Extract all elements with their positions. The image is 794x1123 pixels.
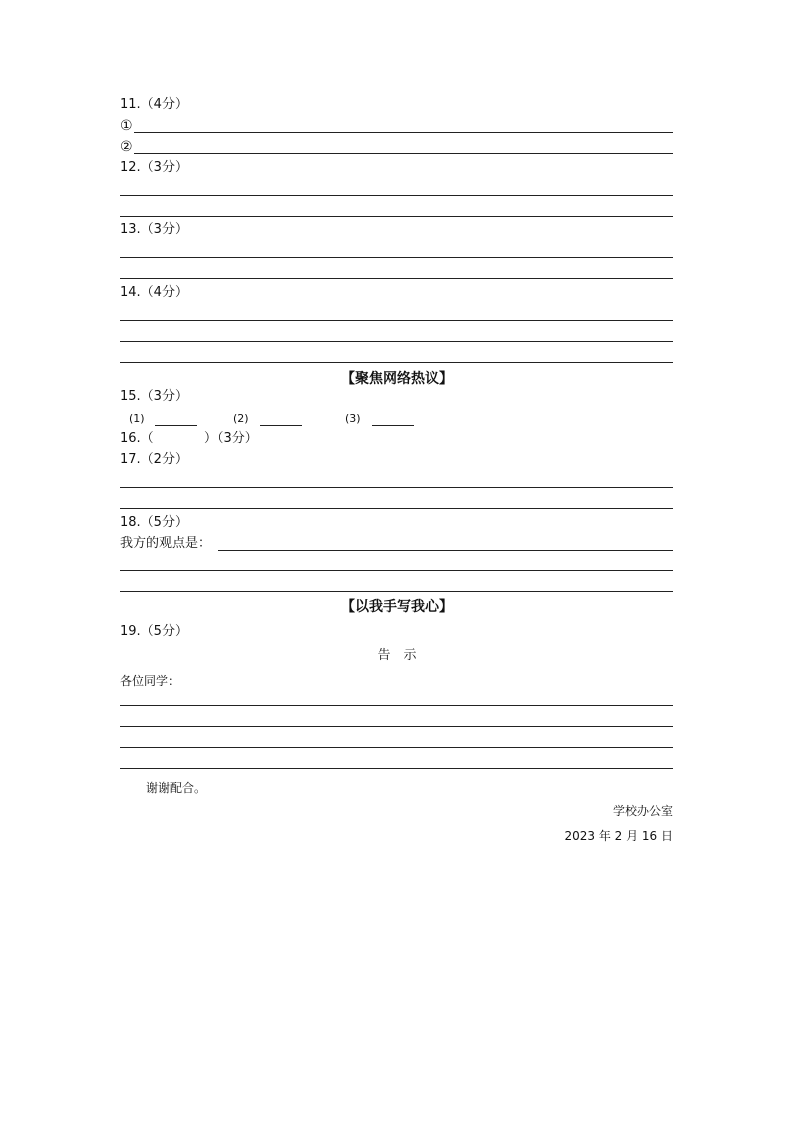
section-heading-writing: 【以我手写我心】 [341, 599, 453, 615]
q15-blank-2[interactable] [260, 425, 302, 426]
q16-prefix: 16.（ [120, 431, 154, 446]
q19-answer-line-3[interactable] [120, 747, 673, 748]
q14-answer-line-3[interactable] [120, 362, 673, 363]
q18-label: 18.（5分） [120, 515, 188, 530]
q19-answer-line-4[interactable] [120, 768, 673, 769]
notice-salutation: 各位同学： [120, 674, 181, 688]
q16-suffix: ）（3分） [204, 431, 258, 446]
q11-answer-line-1[interactable] [134, 132, 673, 133]
q11-answer-line-2[interactable] [134, 153, 673, 154]
q19-answer-line-1[interactable] [120, 705, 673, 706]
q18-answer-line-1[interactable] [120, 570, 673, 571]
q11-mark-2: ② [120, 139, 133, 155]
q15-part-2-label: (2) [233, 412, 249, 425]
q12-label: 12.（3分） [120, 160, 188, 175]
q14-answer-line-2[interactable] [120, 341, 673, 342]
notice-title: 告 示 [377, 648, 417, 663]
notice-thanks: 谢谢配合。 [146, 781, 207, 795]
notice-date: 2023 年 2 月 16 日 [564, 829, 673, 843]
q15-part-1-label: (1) [129, 412, 145, 425]
q19-label: 19.（5分） [120, 624, 188, 639]
q15-blank-3[interactable] [372, 425, 414, 426]
q17-answer-line-2[interactable] [120, 508, 673, 509]
q12-answer-line-1[interactable] [120, 195, 673, 196]
q14-answer-line-1[interactable] [120, 320, 673, 321]
q11-label: 11.（4分） [120, 97, 188, 112]
q15-part-3-label: (3) [345, 412, 361, 425]
notice-signature: 学校办公室 [612, 804, 673, 818]
q13-label: 13.（3分） [120, 222, 188, 237]
q11-mark-1: ① [120, 118, 133, 134]
q12-answer-line-2[interactable] [120, 216, 673, 217]
q15-blank-1[interactable] [155, 425, 197, 426]
q16-answer-blank[interactable] [158, 431, 204, 447]
section-heading-network: 【聚焦网络热议】 [341, 371, 453, 387]
q18-answer-line-2[interactable] [120, 591, 673, 592]
q17-answer-line-1[interactable] [120, 487, 673, 488]
q18-prompt: 我方的观点是： [120, 536, 212, 551]
q13-answer-line-2[interactable] [120, 278, 673, 279]
q13-answer-line-1[interactable] [120, 257, 673, 258]
q14-label: 14.（4分） [120, 285, 188, 300]
q19-answer-line-2[interactable] [120, 726, 673, 727]
q15-label: 15.（3分） [120, 389, 188, 404]
q17-label: 17.（2分） [120, 452, 188, 467]
q18-viewpoint-line[interactable] [218, 550, 673, 551]
